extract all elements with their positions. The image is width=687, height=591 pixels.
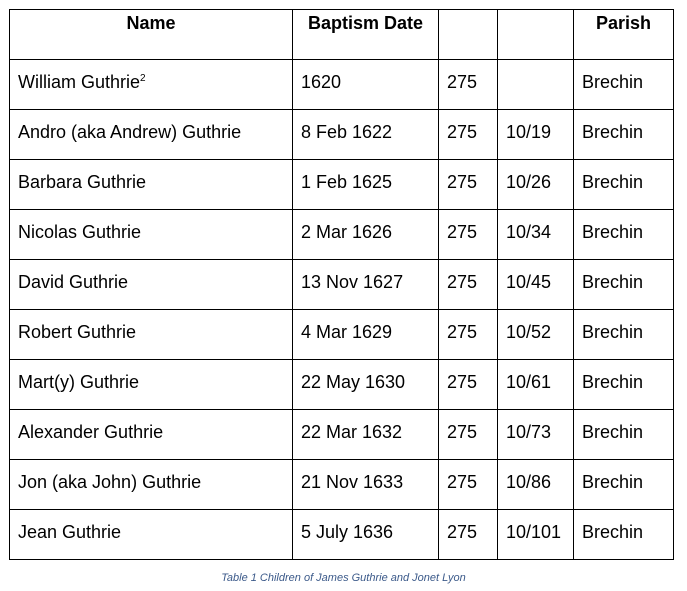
- cell-name: Jean Guthrie: [10, 510, 293, 560]
- cell-reference: [498, 60, 574, 110]
- cell-baptism-date: 21 Nov 1633: [293, 460, 439, 510]
- table-row: [10, 60, 674, 110]
- cell-reference: 10/26: [498, 160, 574, 210]
- cell-name: Barbara Guthrie: [10, 160, 293, 210]
- cell-volume: 275: [439, 310, 498, 360]
- cell-volume: 275: [439, 260, 498, 310]
- header-reference: [498, 10, 574, 60]
- cell-volume: 275: [439, 460, 498, 510]
- cell-reference: 10/52: [498, 310, 574, 360]
- cell-name: Mart(y) Guthrie: [10, 360, 293, 410]
- cell-reference: 10/101: [498, 510, 574, 560]
- cell-volume: 275: [439, 110, 498, 160]
- cell-parish: Brechin: [574, 510, 674, 560]
- table-caption: Table 1 Children of James Guthrie and Jonet Lyon: [221, 572, 466, 584]
- cell-name: David Guthrie: [10, 260, 293, 310]
- header-parish: Parish: [574, 10, 674, 60]
- cell-baptism-date: 8 Feb 1622: [293, 110, 439, 160]
- table-row: [10, 110, 674, 160]
- cell-baptism-date: 13 Nov 1627: [293, 260, 439, 310]
- header-name: Name: [10, 10, 293, 60]
- cell-reference: 10/61: [498, 360, 574, 410]
- table-row: [10, 410, 674, 460]
- cell-name: Andro (aka Andrew) Guthrie: [10, 110, 293, 160]
- cell-baptism-date: 22 Mar 1632: [293, 410, 439, 460]
- cell-baptism-date: 5 July 1636: [293, 510, 439, 560]
- cell-name: Nicolas Guthrie: [10, 210, 293, 260]
- cell-parish: Brechin: [574, 410, 674, 460]
- header-baptism-date: Baptism Date: [293, 10, 439, 60]
- table-body: [10, 60, 674, 560]
- cell-baptism-date: 1 Feb 1625: [293, 160, 439, 210]
- cell-volume: 275: [439, 160, 498, 210]
- cell-reference: 10/86: [498, 460, 574, 510]
- cell-reference: 10/34: [498, 210, 574, 260]
- cell-parish: Brechin: [574, 210, 674, 260]
- cell-reference: 10/73: [498, 410, 574, 460]
- cell-parish: Brechin: [574, 60, 674, 110]
- cell-baptism-date: 22 May 1630: [293, 360, 439, 410]
- cell-reference: 10/19: [498, 110, 574, 160]
- cell-name: Jon (aka John) Guthrie: [10, 460, 293, 510]
- cell-parish: Brechin: [574, 110, 674, 160]
- cell-parish: Brechin: [574, 460, 674, 510]
- cell-volume: 275: [439, 510, 498, 560]
- table-row: [10, 360, 674, 410]
- cell-parish: Brechin: [574, 310, 674, 360]
- table-row: [10, 210, 674, 260]
- table-row: [10, 510, 674, 560]
- cell-volume: 275: [439, 60, 498, 110]
- cell-baptism-date: 2 Mar 1626: [293, 210, 439, 260]
- table-row: [10, 160, 674, 210]
- cell-volume: 275: [439, 410, 498, 460]
- cell-baptism-date: 4 Mar 1629: [293, 310, 439, 360]
- table-row: [10, 460, 674, 510]
- cell-volume: 275: [439, 360, 498, 410]
- cell-parish: Brechin: [574, 360, 674, 410]
- footnote-marker: 2: [140, 73, 146, 84]
- header-volume: [439, 10, 498, 60]
- cell-name: Alexander Guthrie: [10, 410, 293, 460]
- cell-volume: 275: [439, 210, 498, 260]
- cell-name: [10, 60, 293, 110]
- baptism-records-table: [9, 9, 674, 560]
- cell-parish: Brechin: [574, 260, 674, 310]
- cell-parish: Brechin: [574, 160, 674, 210]
- table-header-row: [10, 10, 674, 60]
- cell-reference: 10/45: [498, 260, 574, 310]
- cell-baptism-date: 1620: [293, 60, 439, 110]
- table-row: [10, 310, 674, 360]
- cell-name: Robert Guthrie: [10, 310, 293, 360]
- name-text: William Guthrie: [18, 72, 141, 92]
- table-row: [10, 260, 674, 310]
